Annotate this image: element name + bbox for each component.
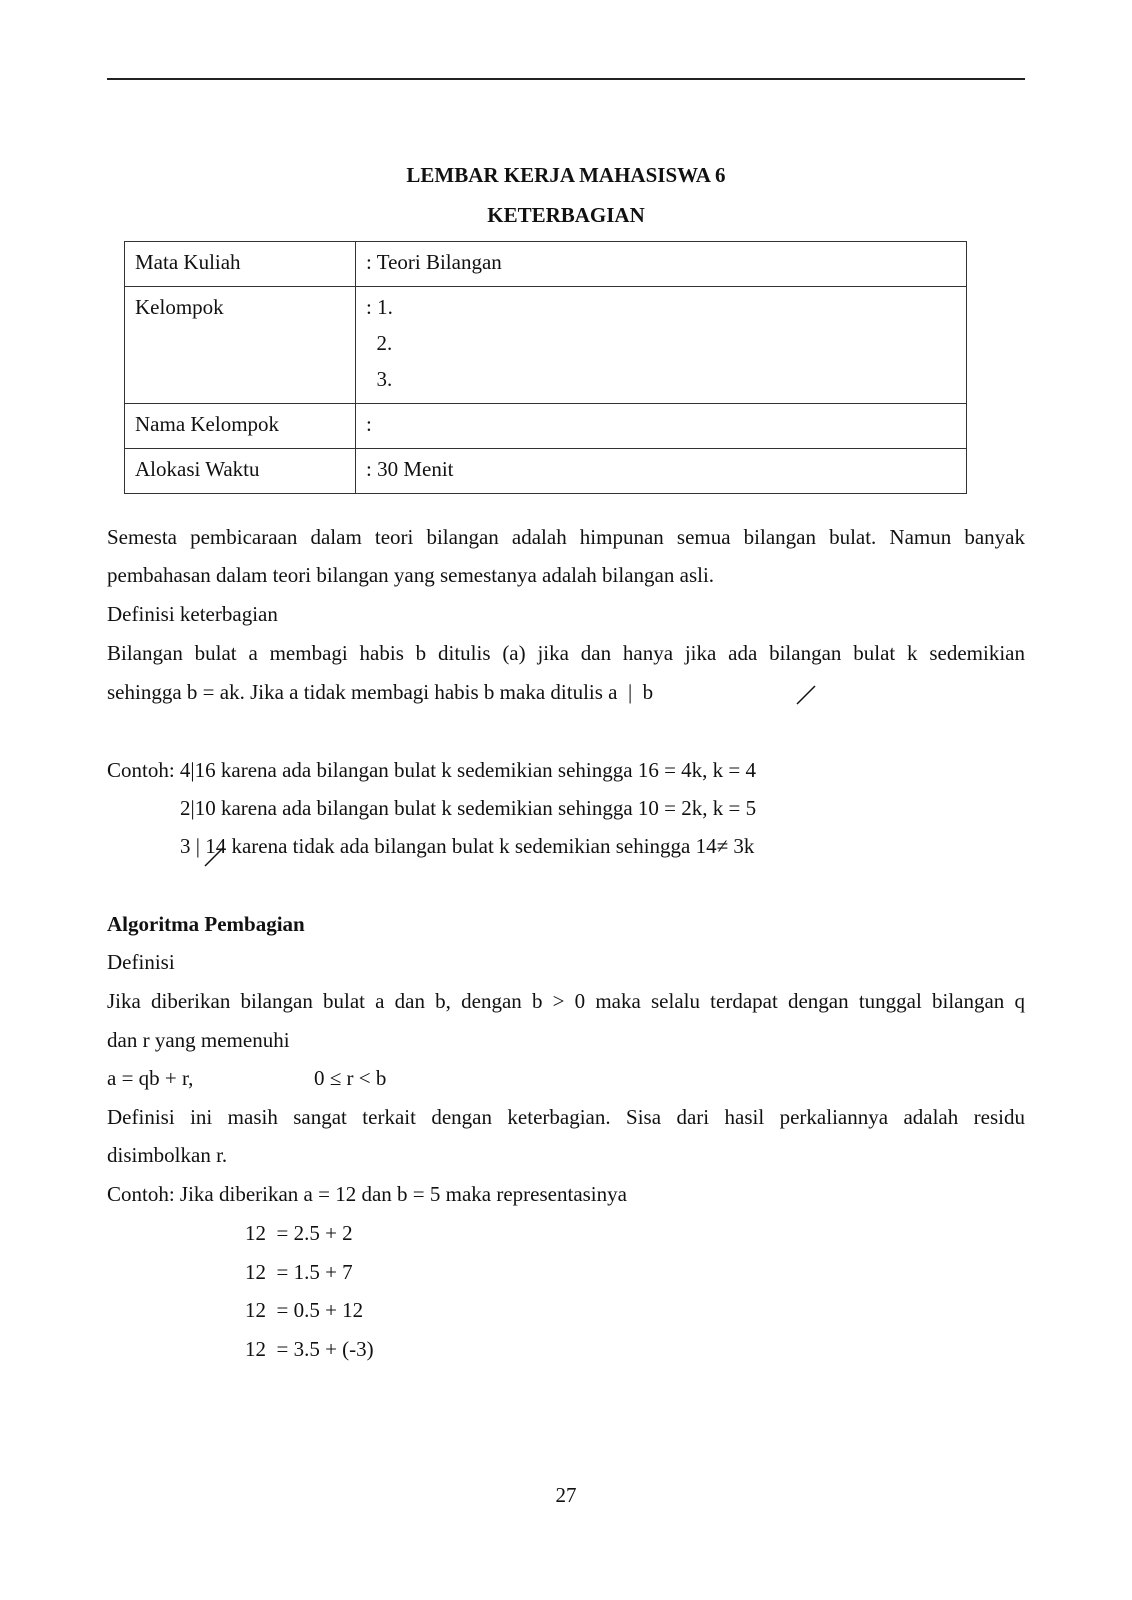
example-line: 2|10 karena ada bilangan bulat k sedemikian sehingga 10 = 2k, k = 5 xyxy=(180,796,757,820)
member-line: 2. xyxy=(366,331,393,355)
example-line: Contoh: 4|16 karena ada bilangan bulat k sedemikian sehingga 16 = 4k, k = 4 xyxy=(107,758,757,782)
member-line: 3. xyxy=(366,367,393,391)
row-value: : 30 Menit xyxy=(356,449,967,494)
not-divides-slash-icon xyxy=(795,684,817,706)
formula-right: 0 ≤ r < b xyxy=(314,1066,387,1090)
subsection-heading: Definisi xyxy=(107,950,175,974)
representation-line: 12 = 0.5 + 12 xyxy=(245,1298,364,1322)
definition-line: Bilangan bulat a membagi habis b ditulis (a) jika dan hanya jika ada bilangan bulat k sedemikian xyxy=(107,641,1025,665)
example-intro: Contoh: Jika diberikan a = 12 dan b = 5 maka representasinya xyxy=(107,1182,627,1206)
formula-left: a = qb + r, xyxy=(107,1066,194,1090)
row-value xyxy=(356,287,967,404)
section-heading: Algoritma Pembagian xyxy=(107,912,305,936)
representation-line: 12 = 2.5 + 2 xyxy=(245,1221,353,1245)
table-row xyxy=(125,242,967,287)
representation-line: 12 = 1.5 + 7 xyxy=(245,1260,353,1284)
worksheet-title: LEMBAR KERJA MAHASISWA 6 xyxy=(406,163,726,187)
definition-heading: Definisi keterbagian xyxy=(107,602,278,626)
definition-line: sehingga b = ak. Jika a tidak membagi habis b maka ditulis a | b xyxy=(107,680,654,704)
example-line: 3 | 14 karena tidak ada bilangan bulat k sedemikian sehingga 14≠ 3k xyxy=(180,834,755,858)
intro-paragraph-line: Semesta pembicaraan dalam teori bilangan adalah himpunan semua bilangan bulat. Namun banyak xyxy=(107,525,1025,549)
not-divides-slash-icon xyxy=(203,846,225,868)
table-row xyxy=(125,449,967,494)
intro-paragraph-line: pembahasan dalam teori bilangan yang semestanya adalah bilangan asli. xyxy=(107,563,715,587)
row-label: Alokasi Waktu xyxy=(125,449,356,494)
row-label: Mata Kuliah xyxy=(125,242,356,287)
note-line: disimbolkan r. xyxy=(107,1143,228,1167)
note-line: Definisi ini masih sangat terkait dengan keterbagian. Sisa dari hasil perkaliannya adalah residu xyxy=(107,1105,1025,1129)
member-line: : 1. xyxy=(366,295,393,319)
page-number: 27 xyxy=(555,1483,577,1507)
table-row xyxy=(125,287,967,404)
row-value: : Teori Bilangan xyxy=(356,242,967,287)
row-label: Kelompok xyxy=(125,287,356,404)
info-table xyxy=(124,241,967,494)
algorithm-line: Jika diberikan bilangan bulat a dan b, dengan b > 0 maka selalu terdapat dengan tunggal bilangan q xyxy=(107,989,1025,1013)
worksheet-subtitle: KETERBAGIAN xyxy=(487,203,645,227)
representation-line: 12 = 3.5 + (-3) xyxy=(245,1337,374,1361)
table-row xyxy=(125,404,967,449)
header-rule xyxy=(107,78,1025,80)
algorithm-line: dan r yang memenuhi xyxy=(107,1028,290,1052)
row-value: : xyxy=(356,404,967,449)
row-label: Nama Kelompok xyxy=(125,404,356,449)
